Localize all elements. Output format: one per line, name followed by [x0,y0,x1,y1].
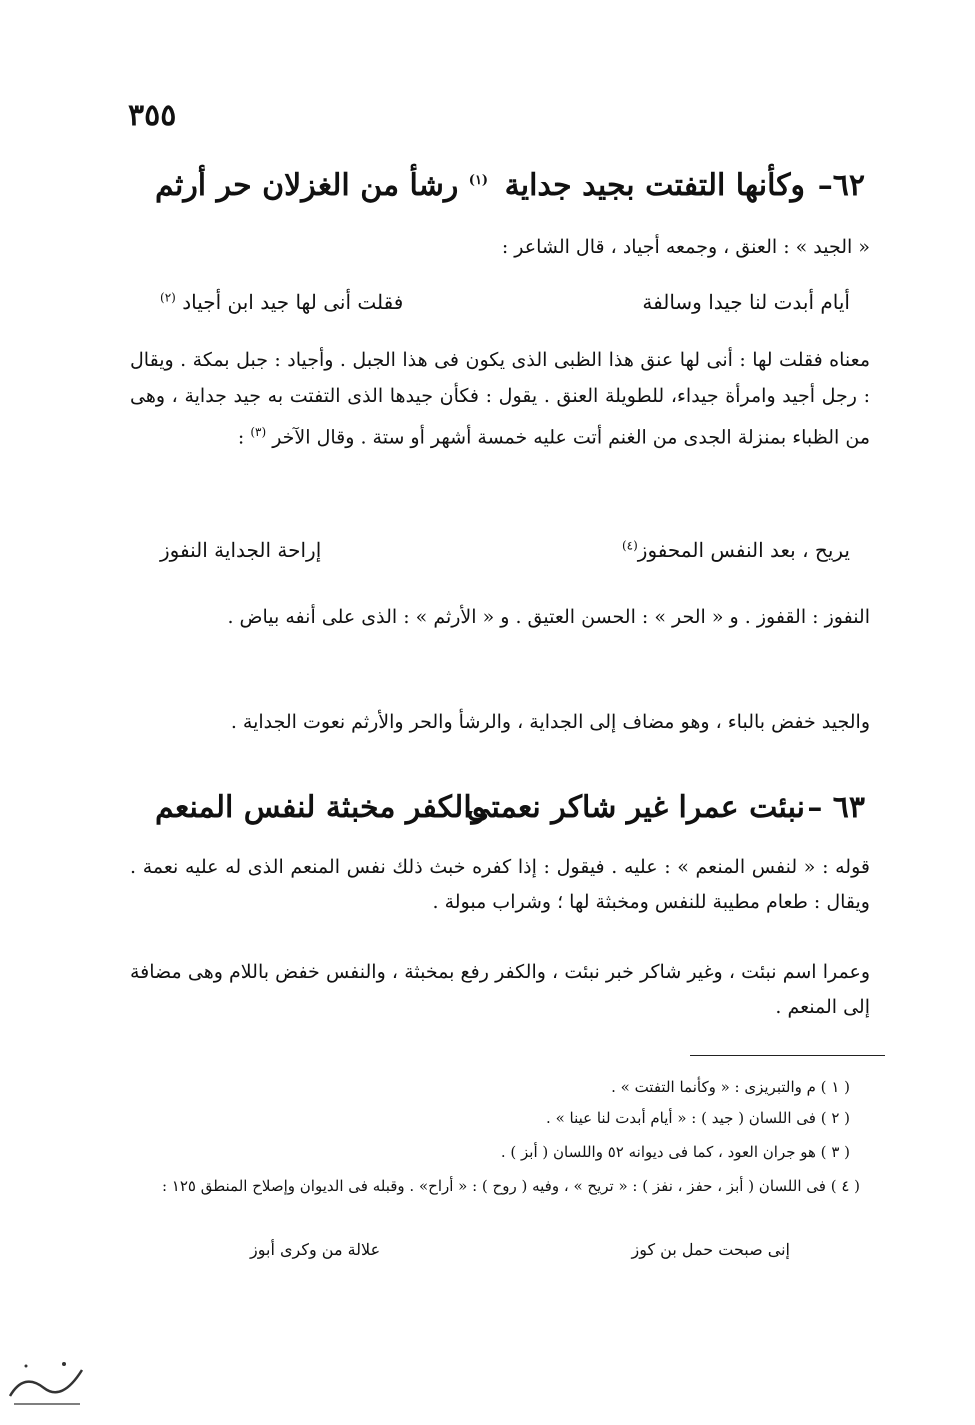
paragraph-colon: : [237,426,245,449]
poem-hemistich-first: إنى صبحت حمل بن كوز [631,1240,790,1259]
footnote-2: ( ٢ ) فى اللسان ( جيد ) : « أيام أبدت لنا عينا » . [546,1109,850,1127]
paragraph-text: معناه فقلت لها : أنى لها عنق هذا الظبى الذى يكون فى هذا الجبل . وأجياد : جبل بمكة . ويقال : رجل أجيد وامرأة جيداء، للطويلة العنق . يقول : فكأن جيدها الذى التفتت به جيد جداية ، وهى من الظباء بمنزلة الجدى من الغنم أتت عليه خمسة أشهر أو ستة . وقال الآخر [130,349,870,449]
footnote-4: ( ٤ ) فى اللسان ( أبز ، حفز ، نفز ) : « تريح » ، وفيه ( روح ) : « أراح» . وقبله فى الديوان وإصلاح المنطق ١٢٥ : [161,1177,860,1195]
verse-number: ٦٢– [817,168,865,203]
verse-hemistich-first: وكأنها التفتت بجيد جداية [504,168,805,203]
library-stamp-logo [4,1352,88,1412]
poem-hemistich-second [160,290,403,314]
commentary-paragraph: والجيد خفض بالباء ، وهو مضاف إلى الجداية ، والرشأ والحر والأرثم نعوت الجداية . [230,711,870,733]
hemistich-text: رشأ من الغزلان حر أرثم [155,168,459,203]
verse-63 [130,790,865,846]
footnote-1: ( ١ ) م والتبريزى : « وكأنما التفتت » . [611,1078,850,1096]
poem-hemistich-second: إراحة الجداية النفوز [160,538,322,562]
verse-hemistich-second [155,168,488,203]
hemistich-text: فقلت أنى لها جيد ابن أجياد [182,290,404,314]
commentary-paragraph [130,342,870,455]
commentary-paragraph: وعمرا اسم نبئت ، وغير شاكر خبر نبئت ، والكفر رفع بمخبثة ، والنفس خفض باللام وهى مضافة إلى المنعم . [130,961,870,1018]
verse-hemistich-first: نبئت عمرا غير شاكر نعمتى [466,790,805,825]
quoted-poem-line [160,290,850,330]
footnote-3: ( ٣ ) هو جران العود ، كما فى ديوانه ٥٢ واللسان ( أبز ) . [500,1143,850,1161]
page-number: ٣٥٥ [128,98,177,133]
footnote-marker: (٣) [250,425,267,439]
verse-62 [130,168,865,224]
quoted-poem-line [160,538,850,578]
footnote-marker: (٤) [621,538,638,553]
verse-hemistich-second: والكفر مخبثة لنفس المنعم [155,790,487,825]
footnote-marker: (١) [468,173,489,188]
footnote-divider [690,1055,885,1056]
commentary-paragraph: قوله : « لنفس المنعم » : عليه . فيقول : إذا كفره خبث ذلك نفس المنعم الذى له عليه نعمة . ويقال : طعام مطيبة للنفس ومخبثة لها ؛ وشراب مبولة . [130,856,870,913]
poem-hemistich-first [622,538,850,562]
commentary-paragraph: النفوز : القفوز . و « الحر » : الحسن العتيق . و « الأرثم » : الذى على أنفه بياض . [227,606,870,628]
verse-number: ٦٣ – [807,790,865,825]
poem-hemistich-second: علالة من وكرى أبوز [250,1240,381,1259]
poem-hemistich-first: أيام أبدت لنا جيدا وسالفة [642,290,850,314]
hemistich-text: يريح ، بعد النفس المحفوز [637,538,850,562]
footnote-marker: (٢) [160,290,176,305]
commentary-paragraph: « الجيد » : العنق ، وجمعه أجياد ، قال الشاعر : [501,236,870,258]
